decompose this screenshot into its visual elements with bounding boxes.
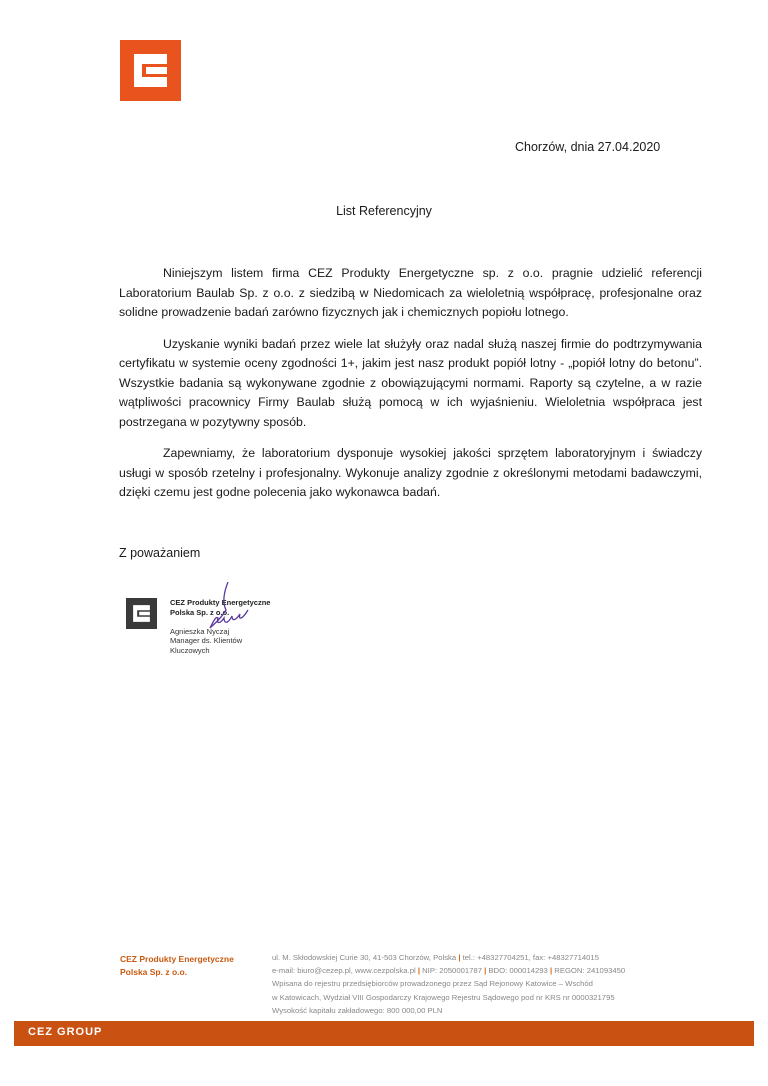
company-stamp [126,580,326,670]
stamp-logo-icon [126,598,157,629]
cez-logo [120,40,181,101]
handwritten-signature [186,580,286,650]
footer-company-line: CEZ Produkty Energetyczne [120,954,234,964]
footer-nip: NIP: 2050001787 [422,966,482,976]
separator: | [549,966,553,976]
stamp-company: CEZ Produkty Energetyczne [170,598,271,607]
date-line: Chorzów, dnia 27.04.2020 [515,140,661,154]
paragraph: Zapewniamy, że laboratorium dysponuje wysokiej jakości sprzętem laboratoryjnym i świadczy usługi w sposób rzetelny i profesjonalny. Wykonuje analizy zgodnie z określonymi metodami badawczymi, dzięki czemu jest godne polecenia jako wykonawca badań. [119,446,702,499]
paragraph: Niniejszym listem firma CEZ Produkty Energetyczne sp. z o.o. pragnie udzielić referencji Laboratorium Baulab Sp. z o.o. z siedzibą w Niedomicach za wieloletnią współpracę, profesjonalne oraz solidne prowadzenie badań zarówno fizycznych jak i chemicznych popiołu lotnego. [119,266,702,319]
footer-company-line: Polska Sp. z o.o. [120,967,188,977]
footer-regon: REGON: 241093450 [554,966,626,976]
paragraph: Uzyskanie wyniki badań przez wiele lat służyły oraz nadal służą naszej firmie do podtrzymywania certyfikatu w systemie oceny zgodności 1+, jakim jest nasz produkt popiół lotny - „popiół lotny do betonu”. Wszystkie badania są wykonywane zgodnie z obowiązującymi normami. Raporty są czytelne, a w razie wątpliwości pracownicy Firmy Baulab służą pomocą w ich wyjaśnieniu. Wieloletnia współpraca jest postrzegana w pozytywny sposób. [119,336,702,429]
footer-bdo: BDO: 000014293 [488,966,548,976]
footer-contact [272,951,625,1017]
footer-phone: tel.: +48327704251, fax: +48327714015 [462,953,599,962]
footer-email: e-mail: biuro@cezep.pl, www.cezpolska.pl [272,966,416,976]
footer-registry: Wpisana do rejestru przedsiębiorców prowadzonego przez Sąd Rejonowy Katowice – Wschód [272,979,593,989]
separator: | [484,966,487,976]
footer-capital: Wysokość kapitału zakładowego: 800 000,00 PLN [272,1005,443,1015]
letter-title: List Referencyjny [336,204,432,218]
separator: | [417,966,420,976]
stamp-position: Manager ds. Klientów [170,636,243,645]
stamp-company-2: Polska Sp. z o.o. [170,607,230,617]
footer-company [120,953,234,979]
footer-address: ul. M. Skłodowskiej Curie 30, 41-503 Chorzów, Polska [272,953,457,962]
separator: | [458,953,461,962]
band-label: CEZ GROUP [28,1026,103,1038]
footer-registry: w Katowicach, Wydział VIII Gospodarczy Krajowego Rejestru Sądowego pod nr KRS nr 0000321795 [272,992,615,1002]
closing: Z poważaniem [119,546,201,560]
stamp-name: Agnieszka Nyczaj [170,626,230,636]
cez-group-band [14,1021,754,1046]
letter-body [119,264,702,515]
stamp-position-2: Kluczowych [170,645,210,655]
